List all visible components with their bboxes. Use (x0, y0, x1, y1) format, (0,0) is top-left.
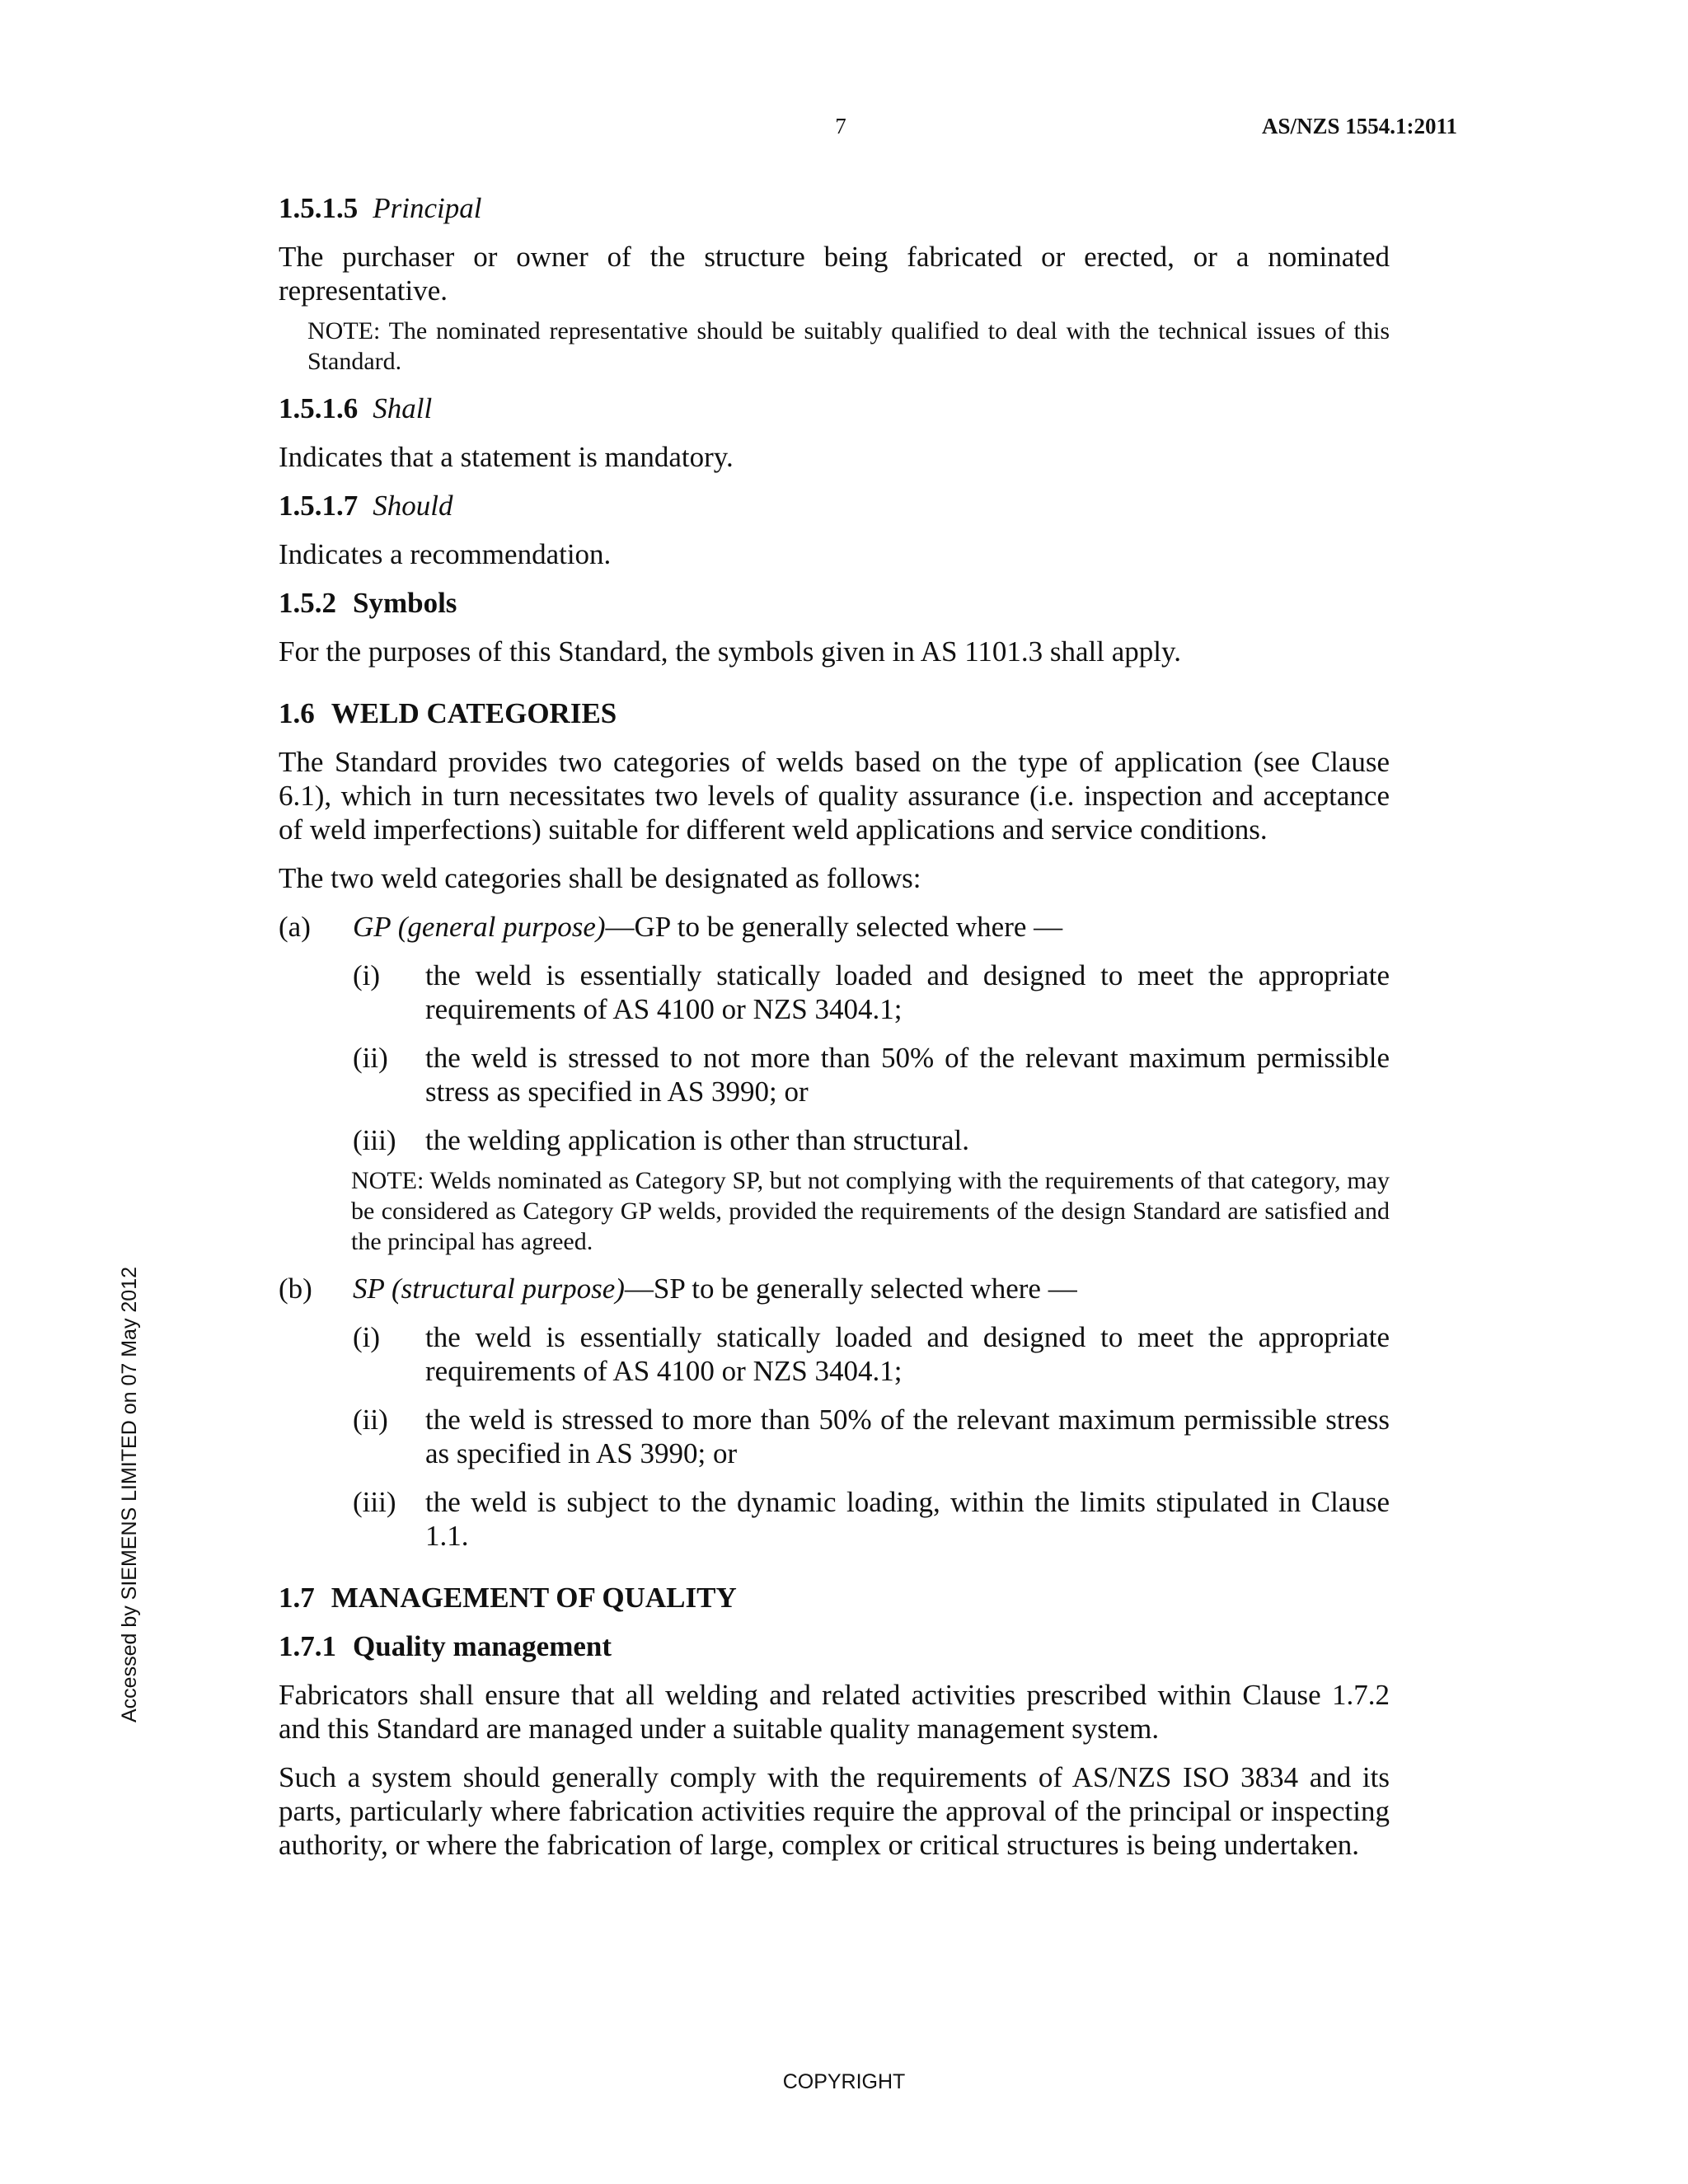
sub-item (353, 958, 1390, 1026)
list-item-a (279, 910, 1390, 944)
category-term: GP (general purpose) (353, 911, 606, 943)
section-heading-16 (279, 696, 1390, 730)
clause-text: The purchaser or owner of the structure being fabricated or erected, or a nominated representative. (279, 241, 1390, 307)
clause-heading-1517 (279, 489, 1390, 523)
sub-item-label: (iii) (353, 1124, 396, 1156)
section-paragraph: The Standard provides two categories of welds based on the type of application (see Clause 6.1), which in turn necessitates two levels of quality assurance (i.e. inspection and acceptance of weld imperfections) suitable for different weld applications and service conditions. (279, 746, 1390, 846)
clause-number: 1.5.1.5 (279, 192, 359, 224)
category-term: SP (structural purpose) (353, 1272, 625, 1305)
clause-term: Should (373, 490, 453, 522)
sub-item-text: the weld is stressed to not more than 50% of the relevant maximum permissible stress as specified in AS 3990; or (425, 1042, 1390, 1108)
page-number: 7 (835, 114, 846, 138)
copyright-footer: COPYRIGHT (782, 2070, 906, 2093)
clause-heading-1515 (279, 191, 1390, 225)
document-body (279, 191, 1390, 1877)
clause-title: Symbols (353, 587, 457, 619)
clause-heading-152 (279, 586, 1390, 620)
sub-item-label: (i) (353, 959, 381, 991)
clause-note: NOTE: The nominated representative should be suitably qualified to deal with the technical issues of this Standard. (307, 317, 1390, 375)
category-note: NOTE: Welds nominated as Category SP, but not complying with the requirements of that category, may be considered as Category GP welds, provided the requirements of the design Standard are satisfied and the principal has agreed. (351, 1167, 1390, 1255)
section-title: MANAGEMENT OF QUALITY (331, 1582, 737, 1614)
sub-item (353, 1403, 1390, 1470)
category-description: —SP to be generally selected where — (624, 1272, 1077, 1305)
sub-item-label: (iii) (353, 1486, 396, 1518)
sub-item (353, 1485, 1390, 1553)
clause-number: 1.7.1 (279, 1630, 336, 1662)
clause-number: 1.5.2 (279, 587, 336, 619)
access-watermark: Accessed by SIEMENS LIMITED on 07 May 2012 (118, 1266, 141, 1722)
section-title: WELD CATEGORIES (331, 697, 617, 729)
sub-item-text: the weld is essentially statically loaded and designed to meet the appropriate requirements of AS 4100 or NZS 3404.1; (425, 959, 1390, 1025)
sub-item-label: (ii) (353, 1404, 388, 1436)
sub-item (353, 1123, 1390, 1157)
clause-term: Principal (373, 192, 482, 224)
clause-title: Quality management (353, 1630, 612, 1662)
sub-item-text: the weld is essentially statically loaded and designed to meet the appropriate requirements of AS 4100 or NZS 3404.1; (425, 1321, 1390, 1387)
sub-item-text: the welding application is other than structural. (425, 1124, 969, 1156)
clause-number: 1.5.1.7 (279, 490, 359, 522)
clause-term: Shall (373, 392, 433, 424)
section-paragraph: The two weld categories shall be designated as follows: (279, 862, 921, 894)
clause-text: Indicates that a statement is mandatory. (279, 441, 734, 473)
sub-item-label: (i) (353, 1321, 381, 1353)
list-label: (b) (279, 1272, 312, 1305)
sub-item-label: (ii) (353, 1042, 388, 1074)
list-item-b (279, 1272, 1390, 1305)
sub-item-text: the weld is subject to the dynamic loading, within the limits stipulated in Clause 1.1. (425, 1486, 1390, 1552)
clause-text: For the purposes of this Standard, the symbols given in AS 1101.3 shall apply. (279, 635, 1181, 668)
list-text (353, 910, 1390, 944)
clause-paragraph: Such a system should generally comply with the requirements of AS/NZS ISO 3834 and its parts, particularly where fabrication activities require the approval of the principal or inspecting authority, or where the fabrication of large, complex or critical structures is being undertaken. (279, 1761, 1390, 1861)
sub-item-text: the weld is stressed to more than 50% of the relevant maximum permissible stress as specified in AS 3990; or (425, 1404, 1390, 1469)
category-description: —GP to be generally selected where — (605, 911, 1063, 943)
sub-item (353, 1320, 1390, 1388)
clause-text: Indicates a recommendation. (279, 538, 612, 570)
list-label: (a) (279, 911, 311, 943)
sub-item (353, 1041, 1390, 1108)
clause-heading-1516 (279, 391, 1390, 425)
standard-designation: AS/NZS 1554.1:2011 (1261, 114, 1457, 138)
clause-heading-171 (279, 1629, 1390, 1663)
clause-paragraph: Fabricators shall ensure that all welding and related activities prescribed within Clause 1.7.2 and this Standard are managed under a suitable quality management system. (279, 1679, 1390, 1745)
section-number: 1.7 (279, 1582, 315, 1614)
section-heading-17 (279, 1581, 1390, 1615)
section-number: 1.6 (279, 697, 315, 729)
clause-number: 1.5.1.6 (279, 392, 359, 424)
list-text (353, 1272, 1390, 1305)
